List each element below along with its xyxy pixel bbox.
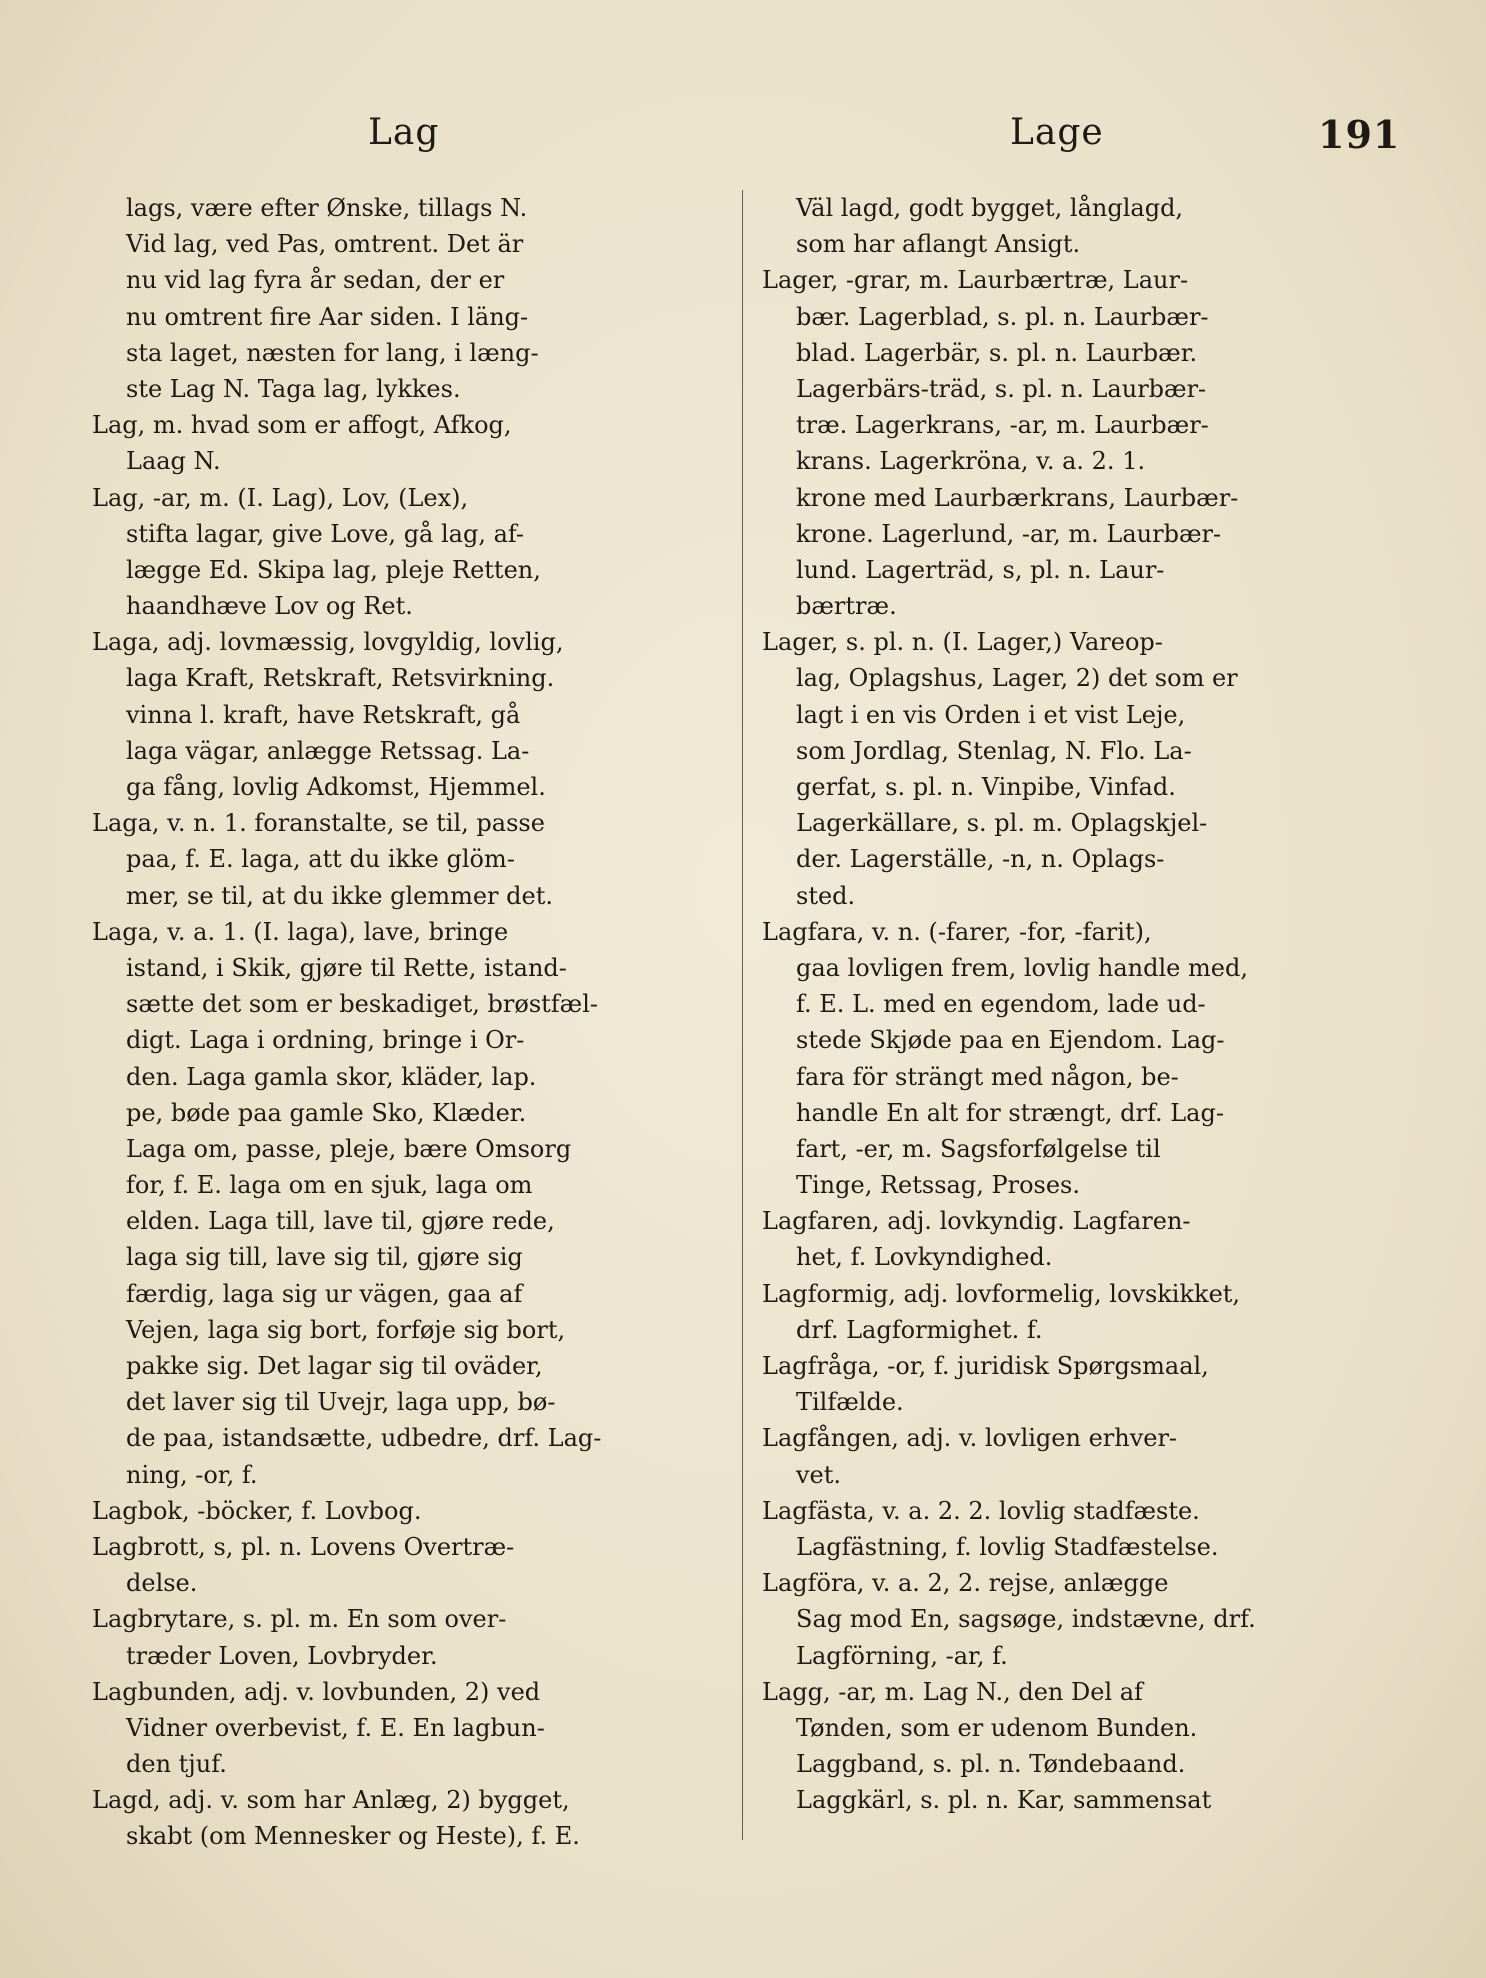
text-line: stifta lagar, give Love, gå lag, af- bbox=[126, 519, 525, 548]
text-line: Lagförning, -ar, f. bbox=[796, 1641, 1008, 1670]
text-line: vinna l. kraft, have Retskraft, gå bbox=[126, 700, 521, 729]
text-line: Laggband, s. pl. n. Tøndebaand. bbox=[796, 1750, 1186, 1779]
text-line: Lagfråga, -or, f. juridisk Spørgsmaal, bbox=[762, 1352, 1209, 1380]
text-line: Lagbrott, s, pl. n. Lovens Overtræ- bbox=[92, 1532, 515, 1561]
text-line: het, f. Lovkyndighed. bbox=[796, 1243, 1053, 1272]
page-number: 191 bbox=[1318, 112, 1401, 157]
text-line: Tinge, Retssag, Proses. bbox=[796, 1171, 1080, 1200]
text-line: Lagföra, v. a. 2, 2. rejse, anlægge bbox=[762, 1569, 1169, 1598]
text-line: haandhæve Lov og Ret. bbox=[126, 592, 413, 621]
text-line: vet. bbox=[796, 1460, 842, 1489]
text-line: Lagerbärs-träd, s. pl. n. Laurbær- bbox=[796, 374, 1207, 403]
text-line: drf. Lagformighet. f. bbox=[796, 1315, 1043, 1344]
text-line: den tjuf. bbox=[126, 1750, 227, 1779]
text-line: Lager, s. pl. n. (I. Lager,) Vareop- bbox=[762, 628, 1163, 657]
text-line: Lagfästa, v. a. 2. 2. lovlig stadfæste. bbox=[762, 1496, 1200, 1525]
text-line: Vid lag, ved Pas, omtrent. Det är bbox=[126, 230, 524, 259]
text-line: lagt i en vis Orden i et vist Leje, bbox=[796, 700, 1186, 729]
text-line: sted. bbox=[796, 881, 856, 910]
text-line: ga fång, lovlig Adkomst, Hjemmel. bbox=[126, 773, 546, 801]
text-line: Tønden, som er udenom Bunden. bbox=[796, 1713, 1198, 1742]
text-line: de paa, istandsætte, udbedre, drf. Lag- bbox=[126, 1424, 602, 1453]
text-line: skabt (om Mennesker og Heste), f. E. bbox=[126, 1822, 580, 1851]
text-line: for, f. E. laga om en sjuk, laga om bbox=[126, 1171, 533, 1200]
running-head-right: Lage bbox=[1010, 112, 1104, 153]
text-line: sætte det som er beskadiget, brøstfæl- bbox=[126, 990, 599, 1019]
text-line: krone. Lagerlund, -ar, m. Laurbær- bbox=[796, 519, 1222, 548]
text-line: som har aflangt Ansigt. bbox=[796, 230, 1081, 259]
running-head-left: Lag bbox=[368, 112, 440, 153]
text-line: fara för strängt med någon, be- bbox=[796, 1062, 1179, 1091]
text-line: Laggkärl, s. pl. n. Kar, sammensat bbox=[796, 1786, 1212, 1815]
text-line: f. E. L. med en egendom, lade ud- bbox=[796, 990, 1206, 1019]
text-line: lægge Ed. Skipa lag, pleje Retten, bbox=[126, 555, 541, 584]
text-line: fart, -er, m. Sagsforfølgelse til bbox=[796, 1134, 1161, 1163]
text-line: istand, i Skik, gjøre til Rette, istand- bbox=[126, 953, 567, 982]
text-line: ste Lag N. Taga lag, lykkes. bbox=[126, 374, 461, 403]
text-line: træder Loven, Lovbryder. bbox=[126, 1641, 438, 1670]
text-line: gaa lovligen frem, lovlig handle med, bbox=[796, 953, 1248, 982]
text-line: Lagbunden, adj. v. lovbunden, 2) ved bbox=[92, 1677, 541, 1706]
text-line: mer, se til, at du ikke glemmer det. bbox=[126, 881, 553, 910]
text-line: Lagformig, adj. lovformelig, lovskikket, bbox=[762, 1279, 1241, 1308]
text-line: færdig, laga sig ur vägen, gaa af bbox=[126, 1279, 523, 1308]
text-line: Väl lagd, godt bygget, långlagd, bbox=[796, 194, 1184, 222]
text-line: krans. Lagerkröna, v. a. 2. 1. bbox=[796, 447, 1146, 476]
text-line: Lagfästning, f. lovlig Stadfæstelse. bbox=[796, 1532, 1219, 1561]
text-line: stede Skjøde paa en Ejendom. Lag- bbox=[796, 1026, 1225, 1055]
text-line: Sag mod En, sagsøge, indstævne, drf. bbox=[796, 1605, 1256, 1634]
text-line: paa, f. E. laga, att du ikke glöm- bbox=[126, 845, 515, 874]
text-line: Laga om, passe, pleje, bære Omsorg bbox=[126, 1134, 572, 1163]
text-line: laga sig till, lave sig til, gjøre sig bbox=[126, 1243, 523, 1272]
text-line: Lag, -ar, m. (I. Lag), Lov, (Lex), bbox=[92, 483, 469, 512]
text-line: Vidner overbevist, f. E. En lagbun- bbox=[126, 1713, 545, 1742]
text-line: Laag N. bbox=[126, 447, 221, 476]
text-line: Lagd, adj. v. som har Anlæg, 2) bygget, bbox=[92, 1786, 570, 1815]
text-line: elden. Laga till, lave til, gjøre rede, bbox=[126, 1207, 555, 1236]
text-line: delse. bbox=[126, 1569, 198, 1598]
text-line: Tilfælde. bbox=[796, 1388, 904, 1417]
text-line: lags, være efter Ønske, tillags N. bbox=[126, 194, 528, 222]
right-column bbox=[762, 190, 1394, 1818]
text-line: bær. Lagerblad, s. pl. n. Laurbær- bbox=[796, 302, 1209, 331]
text-line: Laga, v. n. 1. foranstalte, se til, passe bbox=[92, 809, 545, 838]
text-line: laga Kraft, Retskraft, Retsvirkning. bbox=[126, 664, 555, 693]
text-line: lund. Lagerträd, s, pl. n. Laur- bbox=[796, 555, 1165, 584]
text-line: som Jordlag, Stenlag, N. Flo. La- bbox=[796, 736, 1192, 765]
text-line: bærtræ. bbox=[796, 592, 897, 621]
text-line: nu omtrent fire Aar siden. I läng- bbox=[126, 302, 529, 331]
text-line: gerfat, s. pl. n. Vinpibe, Vinfad. bbox=[796, 773, 1176, 801]
text-line: Lagfaren, adj. lovkyndig. Lagfaren- bbox=[762, 1207, 1191, 1236]
text-line: blad. Lagerbär, s. pl. n. Laurbær. bbox=[796, 338, 1198, 367]
left-column bbox=[92, 190, 722, 1855]
text-line: Laga, v. a. 1. (I. laga), lave, bringe bbox=[92, 917, 509, 946]
text-line: Lagbrytare, s. pl. m. En som over- bbox=[92, 1605, 507, 1634]
text-line: handle En alt for strængt, drf. Lag- bbox=[796, 1098, 1224, 1127]
text-line: nu vid lag fyra år sedan, der er bbox=[126, 266, 505, 295]
text-line: ning, -or, f. bbox=[126, 1460, 258, 1489]
text-line: Lagerkällare, s. pl. m. Oplagskjel- bbox=[796, 809, 1208, 838]
text-line: laga vägar, anlægge Retssag. La- bbox=[126, 736, 530, 765]
text-line: sta laget, næsten for lang, i læng- bbox=[126, 338, 539, 367]
text-line: Lagfara, v. n. (-farer, -for, -farit), bbox=[762, 917, 1152, 946]
text-line: Lagfången, adj. v. lovligen erhver- bbox=[762, 1424, 1178, 1453]
text-line: den. Laga gamla skor, kläder, lap. bbox=[126, 1062, 537, 1091]
column-divider bbox=[742, 190, 743, 1840]
text-line: lag, Oplagshus, Lager, 2) det som er bbox=[796, 664, 1238, 693]
text-line: digt. Laga i ordning, bringe i Or- bbox=[126, 1026, 525, 1055]
text-line: Laga, adj. lovmæssig, lovgyldig, lovlig, bbox=[92, 628, 564, 657]
text-line: Lager, -grar, m. Laurbærtræ, Laur- bbox=[762, 266, 1189, 295]
text-line: Lagg, -ar, m. Lag N., den Del af bbox=[762, 1677, 1143, 1706]
text-line: det laver sig til Uvejr, laga upp, bø- bbox=[126, 1388, 556, 1417]
text-line: pakke sig. Det lagar sig til oväder, bbox=[126, 1352, 543, 1380]
text-line: Lag, m. hvad som er affogt, Afkog, bbox=[92, 411, 512, 440]
text-line: Lagbok, -böcker, f. Lovbog. bbox=[92, 1496, 422, 1525]
text-line: pe, bøde paa gamle Sko, Klæder. bbox=[126, 1098, 527, 1127]
text-line: krone med Laurbærkrans, Laurbær- bbox=[796, 483, 1239, 512]
text-line: Vejen, laga sig bort, forføje sig bort, bbox=[126, 1315, 566, 1344]
text-line: der. Lagerställe, -n, n. Oplags- bbox=[796, 845, 1165, 874]
text-line: træ. Lagerkrans, -ar, m. Laurbær- bbox=[796, 411, 1209, 440]
